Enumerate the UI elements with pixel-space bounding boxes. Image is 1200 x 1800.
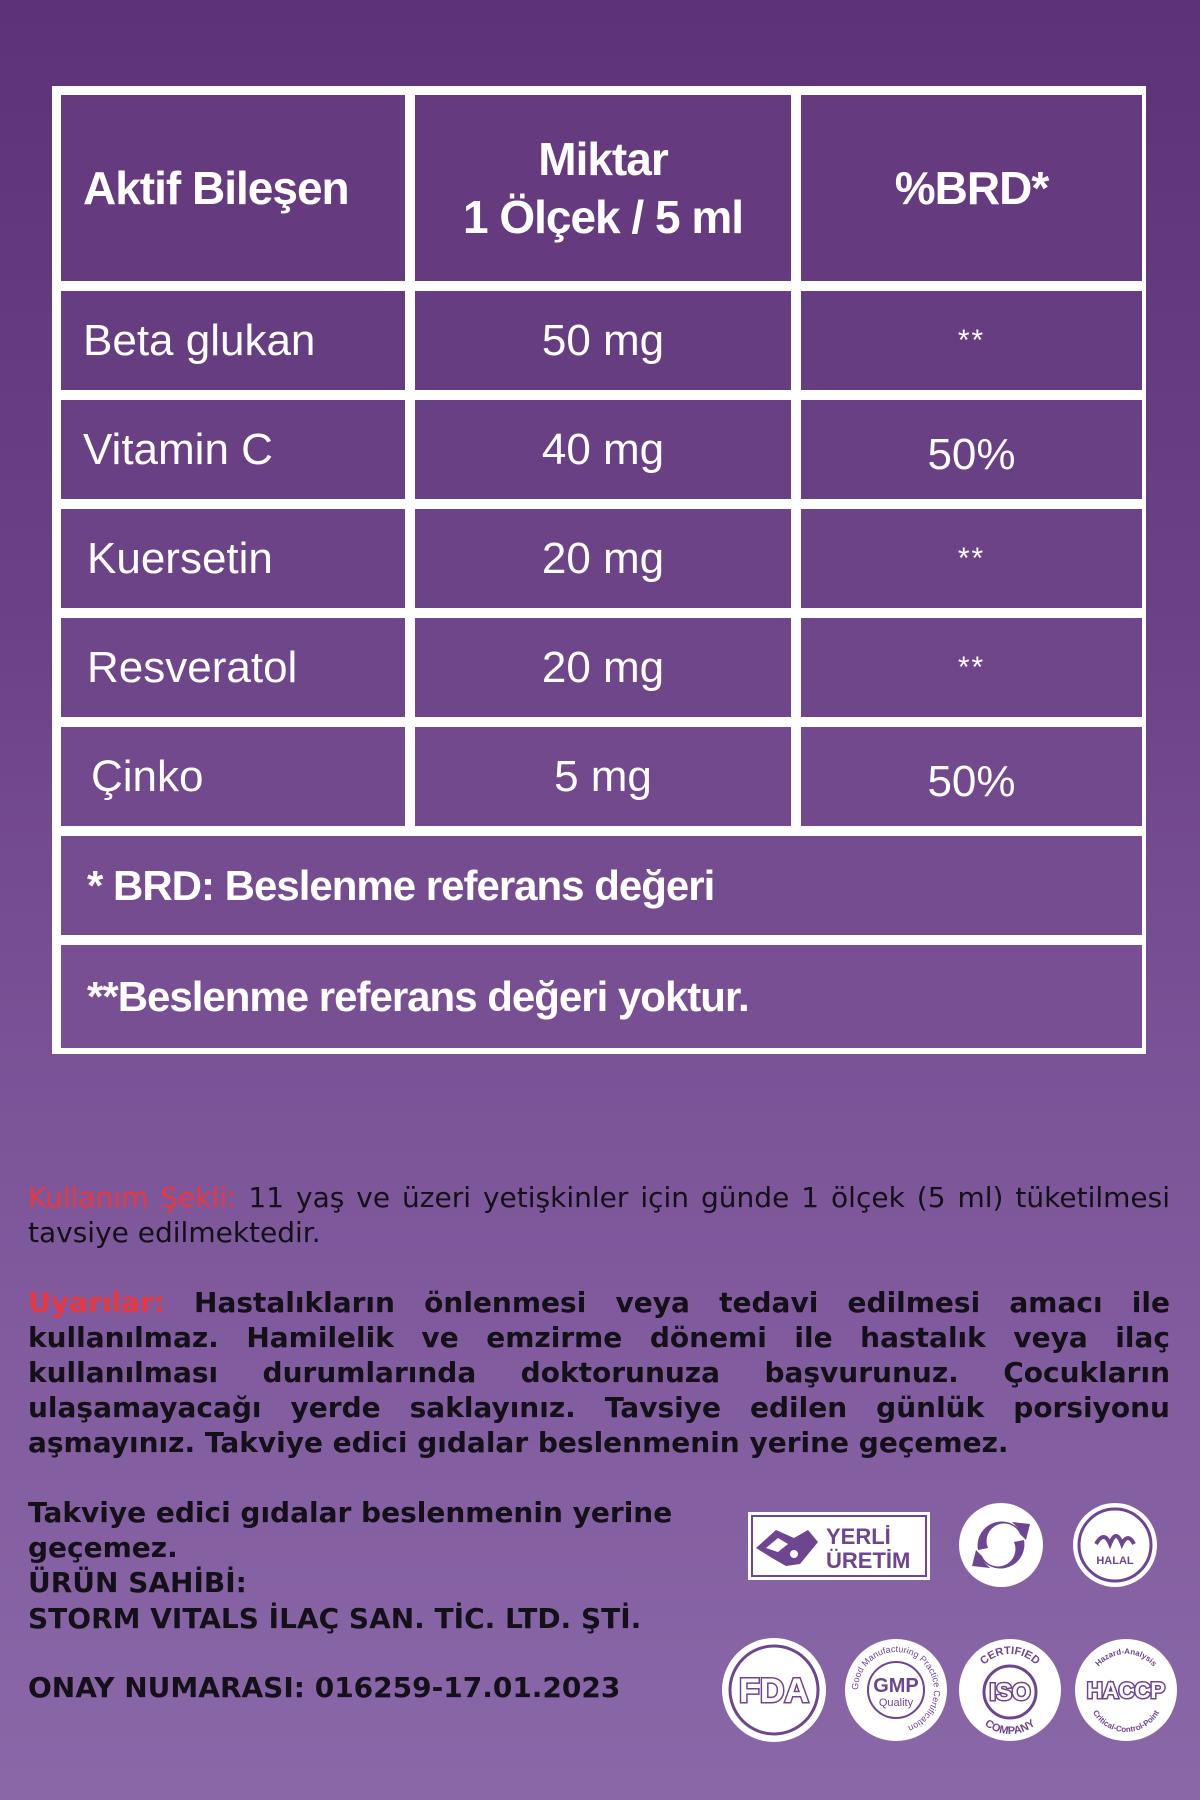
row-amount: 50 mg <box>415 291 791 390</box>
svg-text:ISO: ISO <box>989 1679 1031 1706</box>
svg-text:HACCP: HACCP <box>1086 1678 1166 1703</box>
header-amount-line1: Miktar <box>538 133 668 185</box>
handshake-icon <box>746 1508 932 1584</box>
recycle-icon <box>956 1500 1046 1590</box>
warnings-text: Hastalıkların önlenmesi veya tedavi edilmesi amacı ile kullanılmaz. Hamilelik ve emzirme dönemi ile hastalık veya ilaç kullanılması durumlarında doktorunuza başvurunuz. Çocukların ulaşamayacağı yerde saklayınız. Tavsiye edilen günlük porsiyonu aşmayınız. Takviye edici gıdalar beslenmenin yerine geçemez. <box>28 1286 1170 1459</box>
svg-text:CERTIFIED: CERTIFIED <box>978 1644 1042 1668</box>
svg-text:YERLİ: YERLİ <box>826 1524 891 1549</box>
supplement-note: Takviye edici gıdalar beslenmenin yerine geçemez. <box>28 1496 673 1564</box>
usage-paragraph <box>28 1180 1170 1250</box>
gmp-icon <box>842 1636 950 1744</box>
halal-badge <box>1070 1500 1160 1590</box>
row-amount: 20 mg <box>415 509 791 608</box>
svg-text:Hazard-Analysis: Hazard-Analysis <box>1093 1646 1159 1669</box>
iso-badge <box>956 1636 1064 1744</box>
row-name: Kuersetin <box>61 509 405 608</box>
row-brd: 50% <box>801 727 1142 826</box>
row-amount: 20 mg <box>415 618 791 717</box>
row-amount: 40 mg <box>415 400 791 499</box>
header-amount-line2: 1 Ölçek / 5 ml <box>462 191 744 243</box>
fda-badge <box>718 1634 830 1746</box>
svg-text:GMP: GMP <box>873 1675 919 1697</box>
svg-text:ÜRETİM: ÜRETİM <box>826 1548 911 1573</box>
row-name: Resveratol <box>61 618 405 717</box>
owner-label: ÜRÜN SAHİBİ: <box>28 1566 247 1599</box>
haccp-badge <box>1072 1636 1180 1744</box>
row-name: Çinko <box>61 727 405 826</box>
gmp-badge <box>842 1636 950 1744</box>
owner-name: STORM VITALS İLAÇ SAN. TİC. LTD. ŞTİ. <box>28 1602 642 1635</box>
recycle-badge <box>956 1500 1046 1590</box>
svg-text:Quality: Quality <box>878 1697 914 1709</box>
svg-text:HALAL: HALAL <box>1096 1555 1134 1567</box>
brd-footnote: * BRD: Beslenme referans değeri <box>61 836 1142 935</box>
haccp-icon <box>1072 1636 1180 1744</box>
header-amount <box>415 95 791 281</box>
warnings-paragraph <box>28 1285 1170 1460</box>
header-active-ingredient: Aktif Bileşen <box>61 95 405 281</box>
fda-icon <box>718 1634 830 1746</box>
svg-text:Critical-Control-Point: Critical-Control-Point <box>1090 1708 1162 1735</box>
row-name: Beta glukan <box>61 291 405 390</box>
row-amount: 5 mg <box>415 727 791 826</box>
svg-text:Good Manufacturing Practice Ce: Good Manufacturing Practice Certification <box>849 1643 943 1734</box>
svg-text:FDA: FDA <box>739 1672 809 1710</box>
iso-icon <box>956 1636 1064 1744</box>
row-brd: ** <box>801 509 1142 608</box>
header-brd: %BRD* <box>801 95 1142 281</box>
approval-number: ONAY NUMARASI: 016259-17.01.2023 <box>28 1671 621 1704</box>
row-brd: 50% <box>801 400 1142 499</box>
yerli-uretim-badge <box>746 1508 932 1584</box>
svg-text:COMPANY: COMPANY <box>982 1717 1038 1738</box>
nutrition-table <box>52 86 1146 1054</box>
row-name: Vitamin C <box>61 400 405 499</box>
halal-icon <box>1070 1500 1160 1590</box>
warnings-label: Uyarılar: <box>28 1286 165 1319</box>
usage-label: Kullanım Şekli: <box>28 1181 237 1214</box>
no-brd-footnote: **Beslenme referans değeri yoktur. <box>61 945 1142 1048</box>
usage-text: 11 yaş ve üzeri yetişkinler için günde 1 ölçek (5 ml) tüketilmesi tavsiye edilmektedir. <box>28 1181 1170 1249</box>
row-brd: ** <box>801 291 1142 390</box>
row-brd: ** <box>801 618 1142 717</box>
